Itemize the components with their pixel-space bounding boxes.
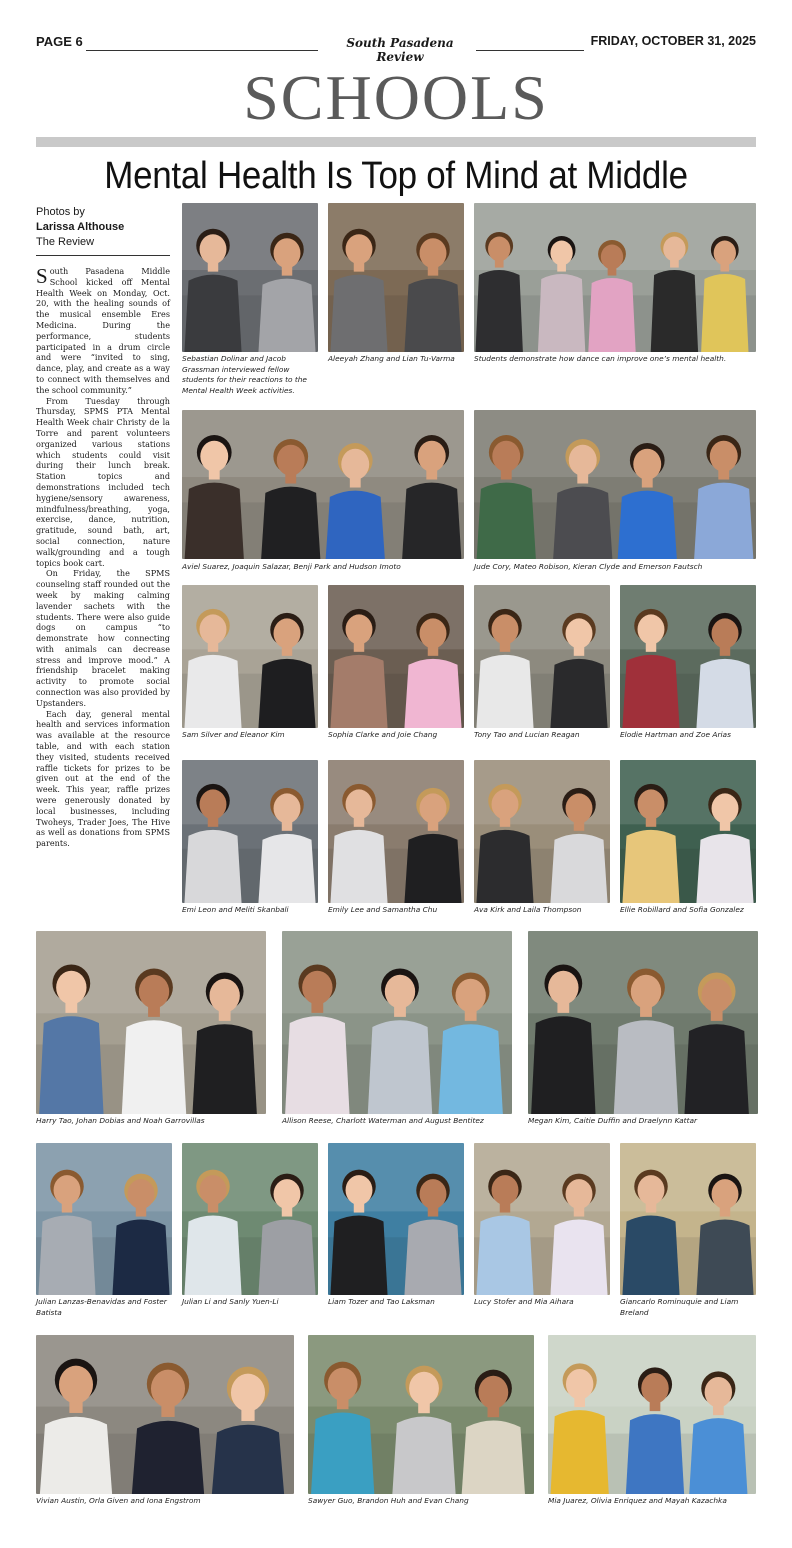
student-photo: [282, 931, 512, 1114]
student-photo: [36, 1335, 294, 1494]
student-photo: [328, 1143, 464, 1295]
student-photo: [36, 931, 266, 1114]
article-paragraph: From Tuesday through Thursday, SPMS PTA Mental Health Week chair Christy de la Torre and parent volunteers organized various stations which students could visit during their lunch break. Station topics and demonstrations included tech hygiene/sensory awareness, mindfulness/breathing, yoga, exercise, dance, nutrition, gratitude, sound bath, art, social connection, nature walk/grounding and a tough topics book cart.: [36, 395, 170, 568]
photographer-name: Larissa Althouse: [36, 221, 125, 233]
article-paragraph: [36, 266, 170, 396]
photo-caption: Emily Lee and Samantha Chu: [328, 905, 438, 914]
photo-caption: Harry Tao, Johan Dobias and Noah Garrovillas: [36, 1116, 205, 1125]
photo-caption: Megan Kim, Caitie Duffin and Draelynn Kattar: [528, 1116, 698, 1125]
article-paragraph-text: outh Pasadena Middle School kicked off Mental Health Week on Monday, Oct. 20, with the healing sounds of the musical ensemble Eres Medicina. During the performance, students participated in a drum circle and were “invited to sing, dance, play, and create as a way to connect with themselves and the school community.”: [36, 266, 170, 395]
photo-caption: Jude Cory, Mateo Robison, Kieran Clyde and Emerson Fautsch: [474, 562, 703, 571]
student-photo: [182, 585, 318, 728]
student-photo: [474, 760, 610, 903]
student-photo: [620, 585, 756, 728]
student-photo: [548, 1335, 756, 1494]
student-photo: [328, 585, 464, 728]
student-photo: [620, 1143, 756, 1295]
masthead-rule-left: [86, 50, 318, 51]
student-photo: [474, 203, 756, 352]
photo-caption: Julian Lanzas-Benavidas and Foster Batista: [36, 1297, 167, 1317]
photographer-org: The Review: [36, 236, 95, 248]
headline: Mental Health Is Top of Mind at Middle: [104, 155, 688, 197]
photo-caption: Julian Li and Sanly Yuen-Li: [182, 1297, 279, 1306]
student-photo: [36, 1143, 172, 1295]
issue-date: FRIDAY, OCTOBER 31, 2025: [590, 34, 756, 48]
masthead-rule-right: [476, 50, 584, 51]
photo-caption: Mia Juarez, Olivia Enriquez and Mayah Kazachka: [548, 1496, 727, 1505]
photo-caption: Ellie Robillard and Sofia Gonzalez: [620, 905, 744, 914]
student-photo: [328, 203, 464, 352]
student-photo: [308, 1335, 534, 1494]
photo-caption: Sophia Clarke and Joie Chang: [328, 730, 438, 739]
student-photo: [328, 760, 464, 903]
photo-caption: Elodie Hartman and Zoe Arias: [620, 730, 731, 739]
masthead: [36, 34, 756, 64]
photo-caption: Aleeyah Zhang and Lian Tu-Varma: [328, 354, 455, 363]
page-number: PAGE 6: [36, 34, 83, 49]
section-title: SCHOOLS: [243, 62, 549, 133]
photo-caption: Sawyer Guo, Brandon Huh and Evan Chang: [308, 1496, 469, 1505]
photo-caption: Sebastian Dolinar and Jacob Grassman interviewed fellow students for their reactions to the Mental Health Week activities.: [182, 354, 307, 395]
student-photo: [474, 1143, 610, 1295]
article-paragraph: Each day, general mental health and services information was available at the resource table, and with each station they visited, students received raffle tickets for prizes to be given out at the end of the week. This year, raffle prizes were generously donated by local businesses, including Twoheys, Trader Joes, The Hive as well as donations from SPMS parents.: [36, 708, 170, 849]
student-photo: [182, 203, 318, 352]
photo-caption: Tony Tao and Lucian Reagan: [474, 730, 580, 739]
photo-caption: Emi Leon and Meliti Skanbali: [182, 905, 289, 914]
student-photo: [474, 410, 756, 559]
photo-caption: Giancarlo Rominuquie and Liam Breland: [620, 1297, 739, 1317]
photo-caption: Students demonstrate how dance can improve one’s mental health.: [474, 354, 727, 363]
photo-credit-label: Photos by: [36, 206, 85, 218]
photo-caption: Allison Reese, Charlott Waterman and August Bentitez: [282, 1116, 484, 1125]
article-body: [36, 266, 170, 849]
drop-cap: S: [36, 264, 48, 288]
article-paragraph: On Friday, the SPMS counseling staff rounded out the week by making calming lavender sachets with the students. There were also guide dogs on campus “to demonstrate how connecting with animals can decrease stress and improve mood.” A friendship bracelet making activity to promote social connection was also provided by Upstanders.: [36, 568, 170, 708]
photo-caption: Lucy Stofer and Mia Aihara: [474, 1297, 574, 1306]
student-photo: [182, 760, 318, 903]
student-photo: [620, 760, 756, 903]
byline-divider: [36, 255, 170, 256]
section-bar: [36, 137, 756, 147]
newspaper-name: South Pasadena Review: [346, 36, 454, 64]
photo-credit: [36, 205, 170, 250]
student-photo: [182, 1143, 318, 1295]
photo-caption: Sam Silver and Eleanor Kim: [182, 730, 285, 739]
photo-caption: Ava Kirk and Laila Thompson: [474, 905, 582, 914]
student-photo: [182, 410, 464, 559]
photo-caption: Liam Tozer and Tao Laksman: [328, 1297, 435, 1306]
photo-caption: Vivian Austin, Orla Given and Iona Engstrom: [36, 1496, 201, 1505]
student-photo: [474, 585, 610, 728]
student-photo: [528, 931, 758, 1114]
photo-caption: Aviel Suarez, Joaquin Salazar, Benji Park and Hudson Imoto: [182, 562, 401, 571]
